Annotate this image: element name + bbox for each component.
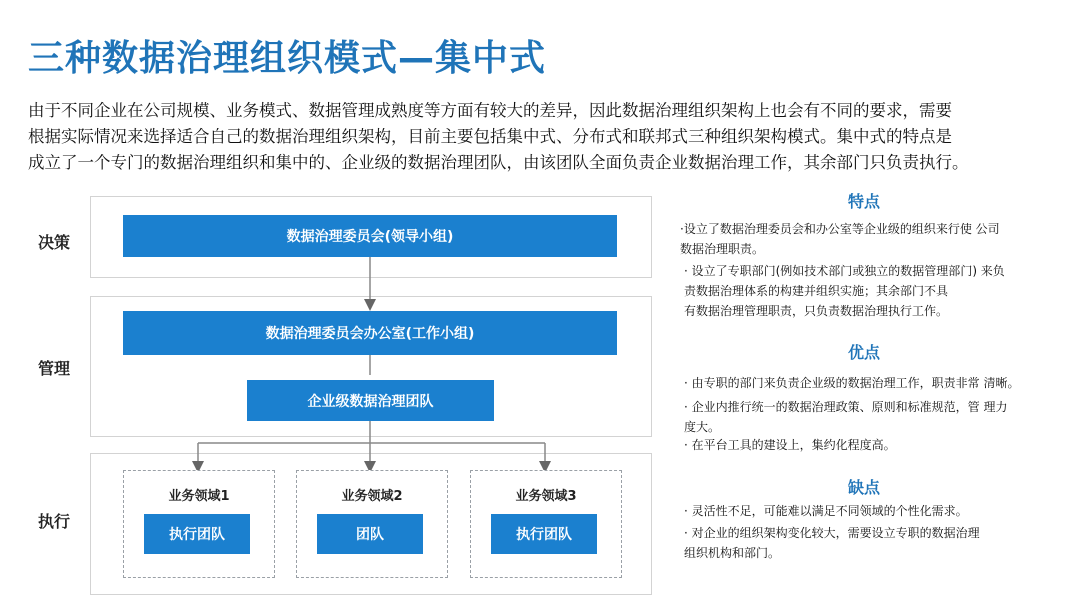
- disadvantages-heading: 缺点: [848, 478, 881, 497]
- advantages-item: [684, 373, 1019, 393]
- disadvantages-item: [684, 501, 968, 521]
- bullet-line: 数据治理职责。: [680, 242, 765, 256]
- row-label-decision: 决策: [38, 233, 71, 252]
- features-heading: 特点: [848, 192, 881, 211]
- bullet-line: · 灵活性不足，可能难以满足不同领域的个性化需求。: [684, 504, 968, 518]
- bullet-line: 有数据治理管理职责，只负责数据治理执行工作。: [684, 304, 949, 318]
- bullet-line: 组织机构和部门。: [684, 546, 781, 560]
- domain-box-3: [470, 470, 622, 578]
- enterprise-team-box: 企业级数据治理团队: [247, 380, 494, 421]
- bullet-line: · 对企业的组织架构变化较大，需要设立专职的数据治理: [684, 526, 980, 540]
- bullet-line: · 设立了专职部门(例如技术部门或独立的数据管理部门) 来负: [684, 264, 1005, 278]
- advantages-heading: 优点: [848, 343, 881, 362]
- bullet-line: ·设立了数据治理委员会和办公室等企业级的组织来行使 公司: [680, 222, 1000, 236]
- bullet-line: · 企业内推行统一的数据治理政策、原则和标准规范，管 理力: [684, 400, 1008, 414]
- features-item: [684, 261, 1005, 321]
- advantages-item: [684, 435, 896, 455]
- page-title: 三种数据治理组织模式—集中式: [28, 38, 547, 79]
- domain-team-box: 执行团队: [144, 514, 250, 554]
- domain-title: 业务领域1: [168, 489, 230, 504]
- domain-team-box: 执行团队: [491, 514, 597, 554]
- domain-team-box: 团队: [317, 514, 423, 554]
- bullet-line: 责数据治理体系的构建并组织实施；其余部门不具: [684, 284, 949, 298]
- row-label-management: 管理: [38, 359, 71, 378]
- office-box: 数据治理委员会办公室(工作小组): [123, 311, 617, 355]
- features-item: [680, 219, 1000, 259]
- bullet-line: 度大。: [684, 420, 721, 434]
- row-label-execution: 执行: [38, 512, 71, 531]
- domain-title: 业务领域3: [515, 489, 577, 504]
- intro-paragraph: [28, 98, 1058, 176]
- advantages-item: [684, 397, 1007, 437]
- domain-box-2: [296, 470, 448, 578]
- domain-title: 业务领域2: [341, 489, 403, 504]
- intro-line: 由于不同企业在公司规模、业务模式、数据管理成熟度等方面有较大的差异，因此数据治理组织架构上也会有不同的要求，需要: [28, 101, 952, 120]
- disadvantages-item: [684, 523, 980, 563]
- bullet-line: · 由专职的部门来负责企业级的数据治理工作，职责非常 清晰。: [684, 376, 1020, 390]
- domain-box-1: [123, 470, 275, 578]
- bullet-line: · 在平台工具的建设上，集约化程度高。: [684, 438, 896, 452]
- intro-line: 根据实际情况来选择适合自己的数据治理组织架构，目前主要包括集中式、分布式和联邦式三种组织架构模式。集中式的特点是: [28, 127, 952, 146]
- intro-line: 成立了一个专门的数据治理组织和集中的、企业级的数据治理团队，由该团队全面负责企业数据治理工作，其余部门只负责执行。: [28, 153, 969, 172]
- org-diagram: [0, 185, 680, 606]
- committee-box: 数据治理委员会(领导小组): [123, 215, 617, 257]
